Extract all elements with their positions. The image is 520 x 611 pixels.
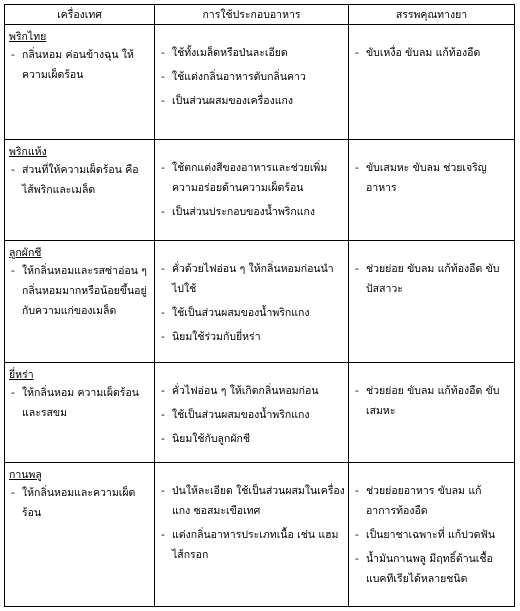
spice-description: - ส่วนที่ให้ความเผ็ดร้อน คือ ไส้พริกและเมล็ด [8,160,151,200]
spice-name: พริกไทย [9,31,47,43]
medicinal-cell [349,463,515,607]
spice-cell [5,463,155,607]
medicinal-cell [349,25,515,140]
cooking-item: - ใช้ทั้งเมล็ดหรือป่นละเอียด [158,43,345,63]
spice-cell [5,241,155,363]
spice-name: พริกแห้ง [9,146,47,158]
medicinal-cell [349,140,515,241]
spice-table [4,4,515,607]
spice-description: - ให้กลิ่นหอมและรสซ่าอ่อน ๆ กลิ่นหอมมากหรือน้อยขึ้นอยู่กับความแก่ของเมล็ด [8,261,151,321]
table-row [5,140,515,241]
cooking-item: - แต่งกลิ่นอาหารประเภทเนื้อ เช่น แฮม ไส้กรอก [158,525,345,565]
spice-name: ยี่หร่า [9,369,34,381]
spice-description: - ให้กลิ่นหอม ความเผ็ดร้อนและรสขม [8,383,151,423]
table-header-row [5,5,515,25]
medicinal-item: - เป็นยาชาเฉพาะที่ แก้ปวดฟัน [352,525,511,545]
cooking-item: - นิยมใช้ร่วมกับยี่หร่า [158,327,345,347]
cooking-item: - นิยมใช้กับลูกผักชี [158,429,345,449]
medicinal-item: - ช่วยย่อย ขับลม แก้ท้องอืด ขับเสมหะ [352,381,511,421]
table-row [5,241,515,363]
medicinal-item: - ช่วยย่อยอาหาร ขับลม แก้อาการท้องอืด [352,481,511,521]
medicinal-item: - ช่วยย่อย ขับลม แก้ท้องอืด ขับปัสสาวะ [352,259,511,299]
table-row [5,463,515,607]
cooking-cell [155,25,349,140]
spice-cell [5,363,155,463]
cooking-cell [155,463,349,607]
cooking-cell [155,140,349,241]
cooking-item: - คั่วด้วยไฟอ่อน ๆ ให้กลิ่นหอมก่อนนำไปใช้ [158,259,345,299]
spice-description: - กลิ่นหอม ค่อนข้างฉุน ให้ความเผ็ดร้อน [8,45,151,85]
spice-description: - ให้กลิ่นหอมและความเผ็ดร้อน [8,483,151,523]
cooking-item: - เป็นส่วนผสมของเครื่องแกง [158,91,345,111]
medicinal-item: - ขับเสมหะ ขับลม ช่วยเจริญอาหาร [352,158,511,198]
cooking-item: - ใช้ตกแต่งสีของอาหารและช่วยเพิ่มความอร่อยด้านความเผ็ดร้อน [158,158,345,198]
cooking-cell [155,363,349,463]
table-row [5,25,515,140]
medicinal-cell [349,241,515,363]
medicinal-item: - ขับเหงื่อ ขับลม แก้ท้องอืด [352,43,511,63]
cooking-item: - คั่วไฟอ่อน ๆ ให้เกิดกลิ่นหอมก่อน [158,381,345,401]
cooking-item: - ป่นให้ละเอียด ใช้เป็นส่วนผสมในเครื่องแกง ซอสมะเขือเทศ [158,481,345,521]
cooking-cell [155,241,349,363]
cooking-item: - ใช้เป็นส่วนผสมของน้ำพริกแกง [158,405,345,425]
header-cooking-use: การใช้ประกอบอาหาร [155,5,349,25]
medicinal-item: - น้ำมันกานพลู มีฤทธิ์ต้านเชื้อแบคทีเรียได้หลายชนิด [352,549,511,589]
table-row [5,363,515,463]
cooking-item: - เป็นส่วนประกอบของน้ำพริกแกง [158,202,345,222]
spice-cell [5,25,155,140]
medicinal-cell [349,363,515,463]
header-medicinal-property: สรรพคุณทางยา [349,5,515,25]
cooking-item: - ใช้แต่งกลิ่นอาหารดับกลิ่นคาว [158,67,345,87]
header-spice: เครื่องเทศ [5,5,155,25]
cooking-item: - ใช้เป็นส่วนผสมของน้ำพริกแกง [158,303,345,323]
spice-name: กานพลู [9,469,42,481]
spice-cell [5,140,155,241]
spice-name: ลูกผักชี [9,247,42,259]
spice-table-document [4,4,514,605]
